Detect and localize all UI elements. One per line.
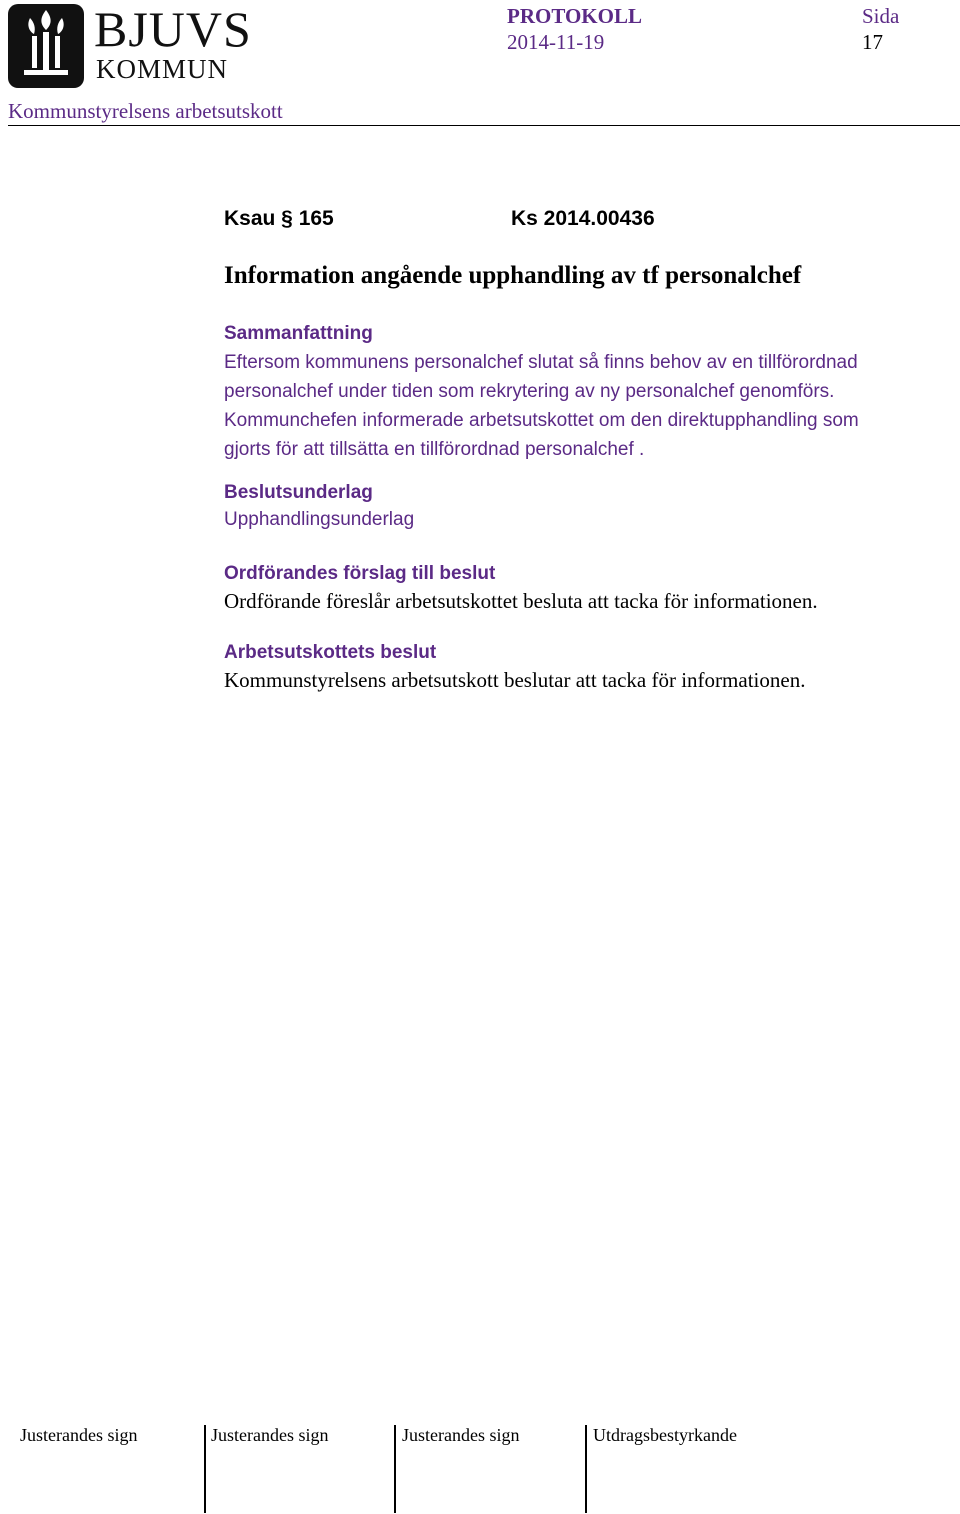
logo-text-bottom: KOMMUN <box>96 54 229 84</box>
header-divider <box>8 125 960 126</box>
decision-text: Kommunstyrelsens arbetsutskott beslutar att tacka för informationen. <box>224 668 806 692</box>
committee-name: Kommunstyrelsens arbetsutskott <box>8 99 283 123</box>
decision-heading: Arbetsutskottets beslut <box>224 642 437 663</box>
ksau-number: Ksau § 165 <box>224 207 334 230</box>
footer-sign-label: Justerandes sign <box>402 1425 520 1445</box>
footer-sign-label: Justerandes sign <box>20 1425 138 1445</box>
doc-type: PROTOKOLL <box>507 4 642 28</box>
ks-number: Ks 2014.00436 <box>511 207 655 230</box>
summary-heading: Sammanfattning <box>224 323 373 344</box>
logo-text-top: BJUVS <box>94 1 252 57</box>
page-label: Sida <box>862 4 900 28</box>
footer-sign-label: Justerandes sign <box>211 1425 329 1445</box>
case-reference <box>224 207 655 231</box>
summary-line: personalchef under tiden som rekrytering av ny personalchef genomförs. <box>224 381 835 402</box>
footer-divider <box>585 1425 587 1513</box>
case-title: Information angående upphandling av tf personalchef <box>224 262 802 289</box>
summary-text <box>224 348 944 464</box>
bjuvs-kommun-logo <box>8 1 252 88</box>
footer-divider <box>204 1425 206 1513</box>
basis-heading: Beslutsunderlag <box>224 482 373 503</box>
summary-line: Kommunchefen informerade arbetsutskottet om den direktupphandling som <box>224 410 859 431</box>
basis-text: Upphandlingsunderlag <box>224 509 415 530</box>
meeting-date: 2014-11-19 <box>507 30 605 54</box>
summary-line: gjorts för att tillsätta en tillförordnad personalchef . <box>224 439 645 460</box>
proposal-heading: Ordförandes förslag till beslut <box>224 563 496 584</box>
footer-certify-label: Utdragsbestyrkande <box>593 1425 737 1445</box>
proposal-text: Ordförande föreslår arbetsutskottet besluta att tacka för informationen. <box>224 589 818 613</box>
summary-line: Eftersom kommunens personalchef slutat så finns behov av en tillförordnad <box>224 352 858 373</box>
footer-divider <box>394 1425 396 1513</box>
page-number: 17 <box>862 30 883 54</box>
